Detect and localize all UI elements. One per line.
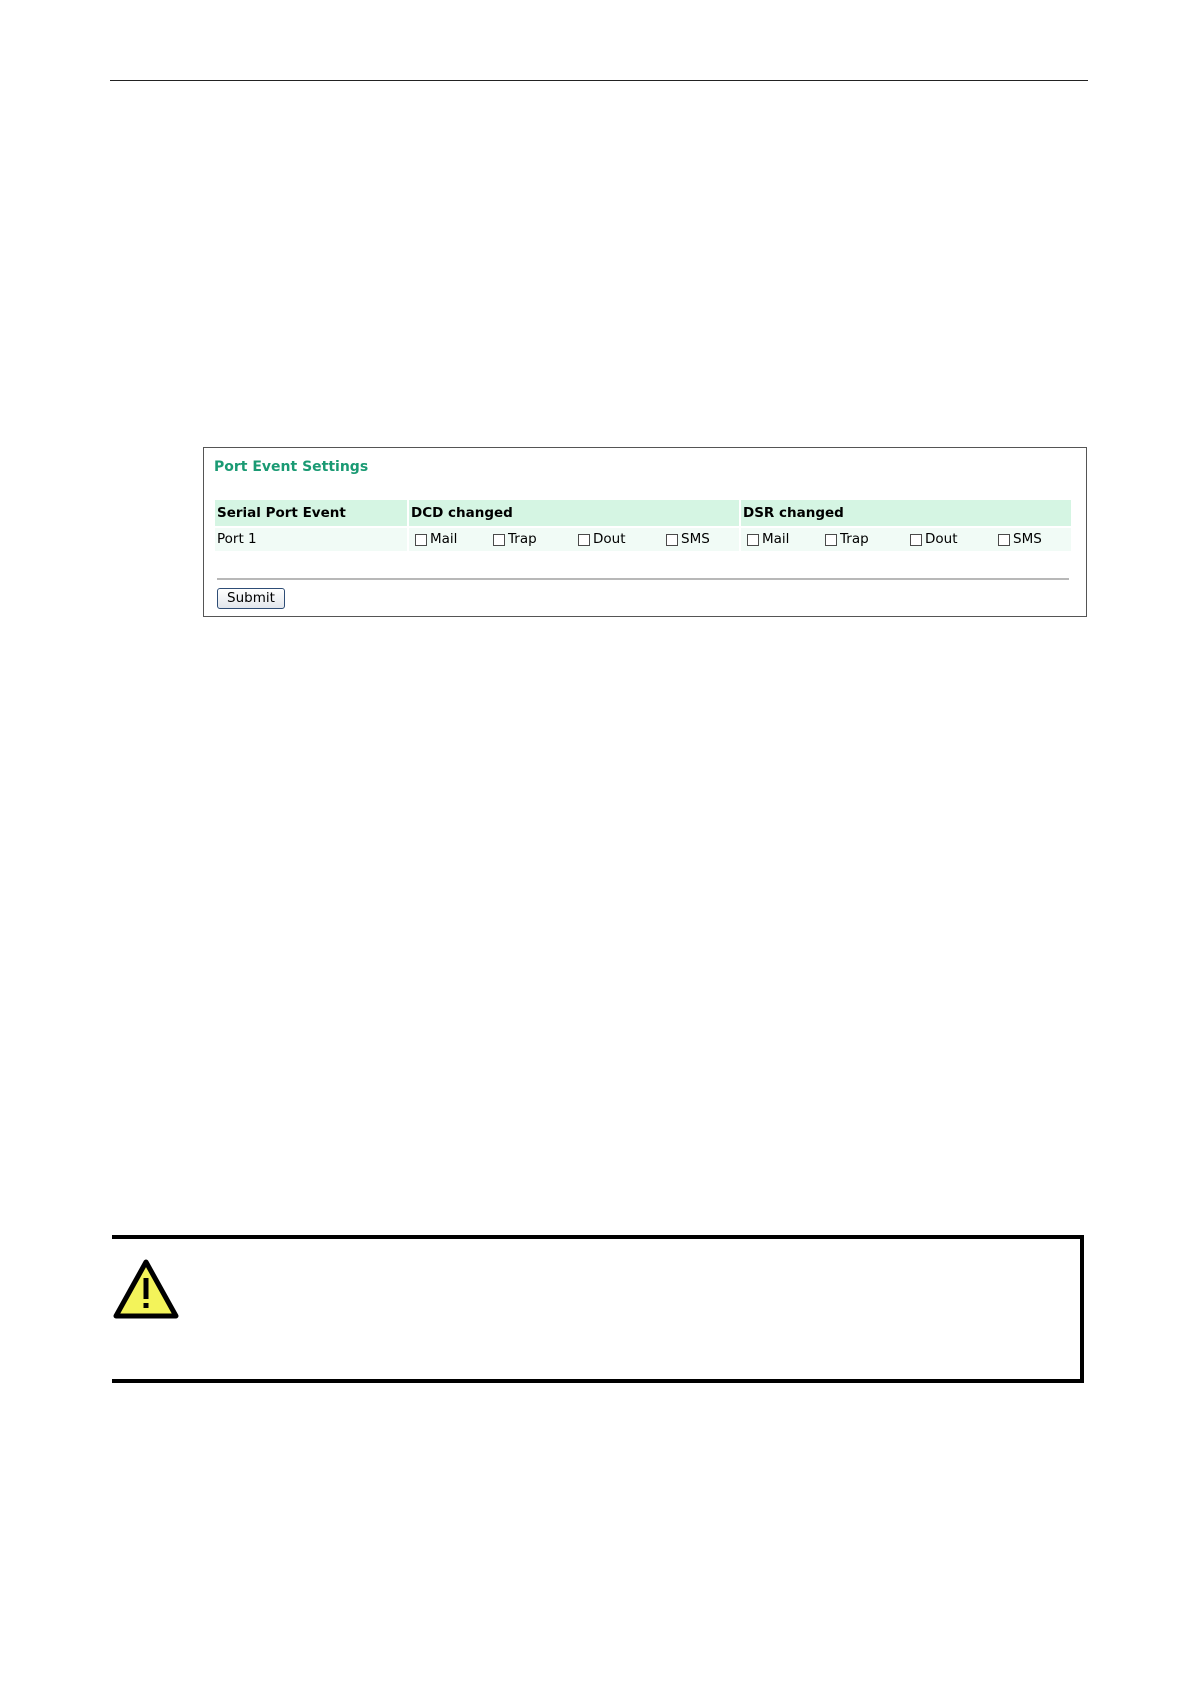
dcd-dout-label: Dout	[593, 531, 626, 547]
panel-title: Port Event Settings	[214, 459, 369, 475]
dcd-sms-label: SMS	[681, 531, 710, 547]
header-dsr-changed: DSR changed	[741, 500, 1071, 526]
port-label: Port 1	[217, 531, 257, 547]
divider	[217, 578, 1069, 580]
dcd-trap-label: Trap	[508, 531, 537, 547]
dsr-sms-label: SMS	[1013, 531, 1042, 547]
dsr-mail-label: Mail	[762, 531, 790, 547]
dsr-mail-option[interactable]	[747, 531, 789, 548]
submit-button[interactable]: Submit	[217, 588, 285, 609]
dsr-trap-checkbox[interactable]	[825, 534, 837, 546]
dsr-dout-checkbox[interactable]	[910, 534, 922, 546]
page-header-rule	[110, 80, 1088, 81]
dcd-trap-checkbox[interactable]	[493, 534, 505, 546]
warning-triangle-icon	[112, 1258, 180, 1320]
dsr-dout-label: Dout	[925, 531, 958, 547]
warning-box	[112, 1235, 1084, 1383]
dcd-mail-option[interactable]	[415, 531, 457, 548]
dcd-sms-option[interactable]	[666, 531, 710, 548]
header-serial-port-event: Serial Port Event	[215, 500, 407, 526]
dsr-trap-option[interactable]	[825, 531, 869, 548]
dsr-dout-option[interactable]	[910, 531, 958, 548]
dsr-sms-checkbox[interactable]	[998, 534, 1010, 546]
dcd-mail-checkbox[interactable]	[415, 534, 427, 546]
header-dcd-changed: DCD changed	[409, 500, 739, 526]
dcd-dout-checkbox[interactable]	[578, 534, 590, 546]
port-event-settings-panel	[203, 447, 1087, 617]
dsr-trap-label: Trap	[840, 531, 869, 547]
dsr-mail-checkbox[interactable]	[747, 534, 759, 546]
dcd-sms-checkbox[interactable]	[666, 534, 678, 546]
dcd-mail-label: Mail	[430, 531, 458, 547]
dsr-sms-option[interactable]	[998, 531, 1042, 548]
dcd-trap-option[interactable]	[493, 531, 537, 548]
dcd-dout-option[interactable]	[578, 531, 626, 548]
